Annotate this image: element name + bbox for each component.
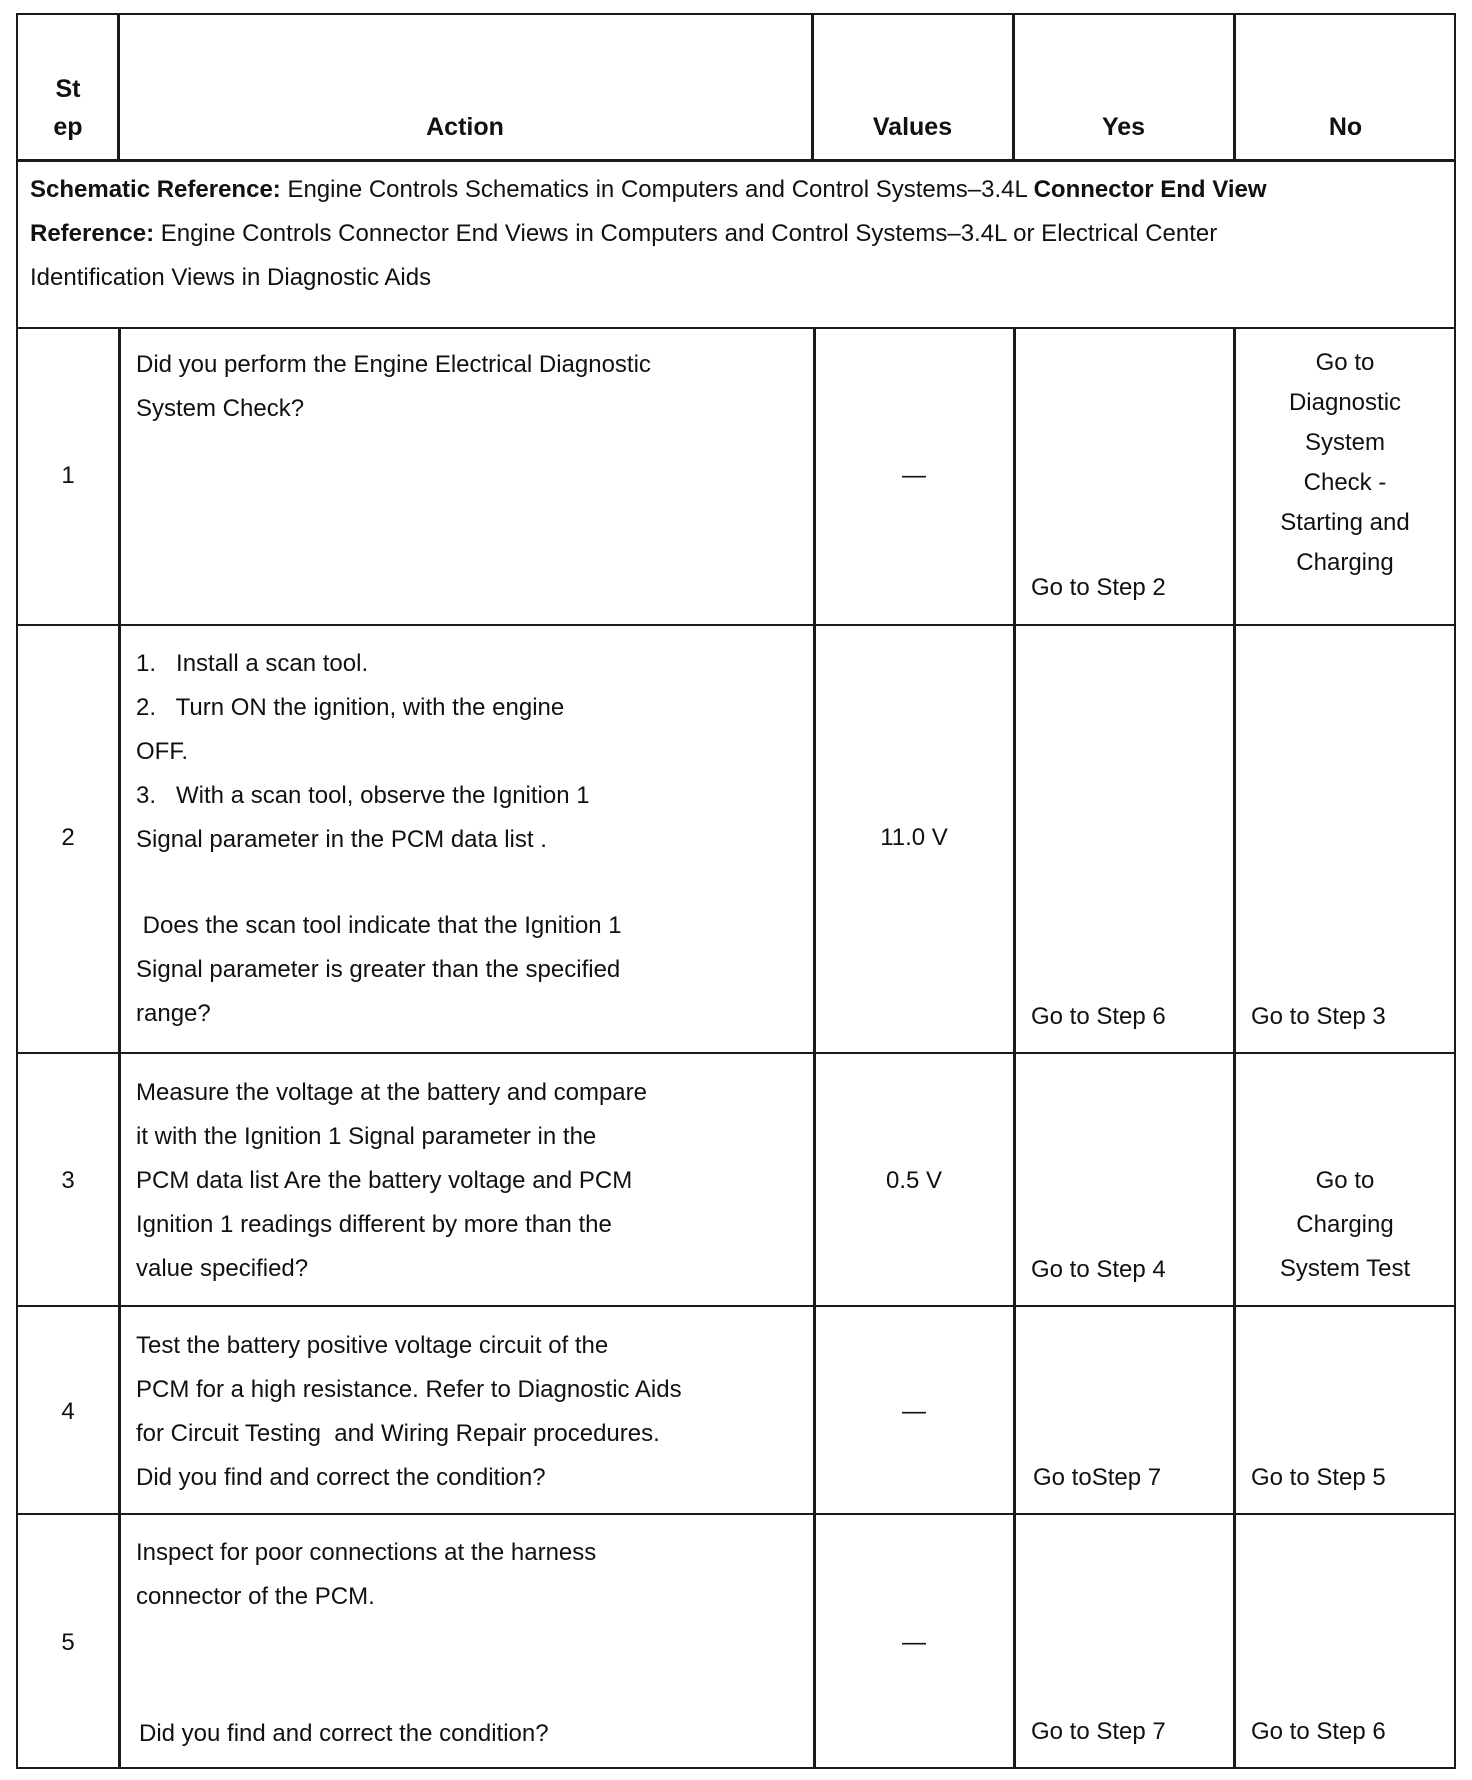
- step-action: Test the battery positive voltage circuit of the PCM for a high resistance. Refer to Diagnostic Aids for Circuit Testing and Wiring Repair procedures. Did you find and correct the condition?: [136, 1332, 682, 1491]
- header-yes: Yes: [1101, 113, 1146, 141]
- step-no-link[interactable]: Go to Step 6: [1251, 1718, 1386, 1745]
- step-action-question: Did you find and correct the condition?: [139, 1720, 549, 1747]
- header-no: No: [1328, 113, 1363, 141]
- schematic-reference-label: Schematic Reference:: [30, 176, 281, 203]
- step-number: 1: [61, 462, 75, 489]
- connector-reference-text-a: Engine Controls Connector End Views in Computers and Control Systems–3.4L or Electrical Center: [154, 220, 1218, 247]
- step-number: 5: [61, 1629, 75, 1656]
- step-action: Inspect for poor connections at the harness connector of the PCM.: [136, 1539, 597, 1610]
- step-no-link[interactable]: Go to Diagnostic System Check - Starting and Charging: [1280, 349, 1410, 576]
- step-yes-link[interactable]: Go toStep 7: [1033, 1464, 1162, 1491]
- step-number: 2: [61, 824, 75, 851]
- step-yes-link[interactable]: Go to Step 7: [1031, 1718, 1166, 1745]
- step-value: 11.0 V: [880, 824, 948, 851]
- header-step: St ep: [53, 75, 83, 141]
- step-value: —: [902, 1398, 926, 1425]
- step-action: 1. Install a scan tool. 2. Turn ON the ignition, with the engine OFF. 3. With a scan tool, observe the Ignition 1 Signal parameter in the PCM data list . Does the scan tool indicate that the Ignition 1 Signal parameter is greater than the specified range?: [136, 650, 622, 1027]
- step-value: 0.5 V: [885, 1167, 943, 1194]
- step-no-link[interactable]: Go to Step 5: [1251, 1464, 1386, 1491]
- step-no-link[interactable]: Go to Charging System Test: [1279, 1167, 1411, 1282]
- reference-text: [30, 168, 1430, 300]
- step-action: Did you perform the Engine Electrical Diagnostic System Check?: [136, 351, 651, 422]
- step-value: —: [902, 1629, 926, 1656]
- header-action: Action: [426, 113, 504, 141]
- schematic-reference-text: Engine Controls Schematics in Computers and Control Systems–3.4L: [280, 176, 1034, 203]
- connector-reference-text-b: Identification Views in Diagnostic Aids: [30, 264, 432, 291]
- connector-reference-label-b: Reference:: [30, 220, 155, 247]
- step-yes-link[interactable]: Go to Step 4: [1031, 1256, 1166, 1283]
- step-yes-link[interactable]: Go to Step 6: [1031, 1003, 1166, 1030]
- header-values: Values: [872, 113, 953, 141]
- step-number: 4: [61, 1398, 75, 1425]
- step-yes-link[interactable]: Go to Step 2: [1031, 574, 1166, 601]
- step-no-link[interactable]: Go to Step 3: [1251, 1003, 1386, 1030]
- connector-reference-label-a: Connector End View: [1033, 176, 1267, 203]
- step-value: —: [902, 462, 926, 489]
- step-action: Measure the voltage at the battery and compare it with the Ignition 1 Signal parameter in the PCM data list Are the battery voltage and PCM Ignition 1 readings different by more than the value specified?: [136, 1079, 647, 1282]
- step-number: 3: [61, 1167, 75, 1194]
